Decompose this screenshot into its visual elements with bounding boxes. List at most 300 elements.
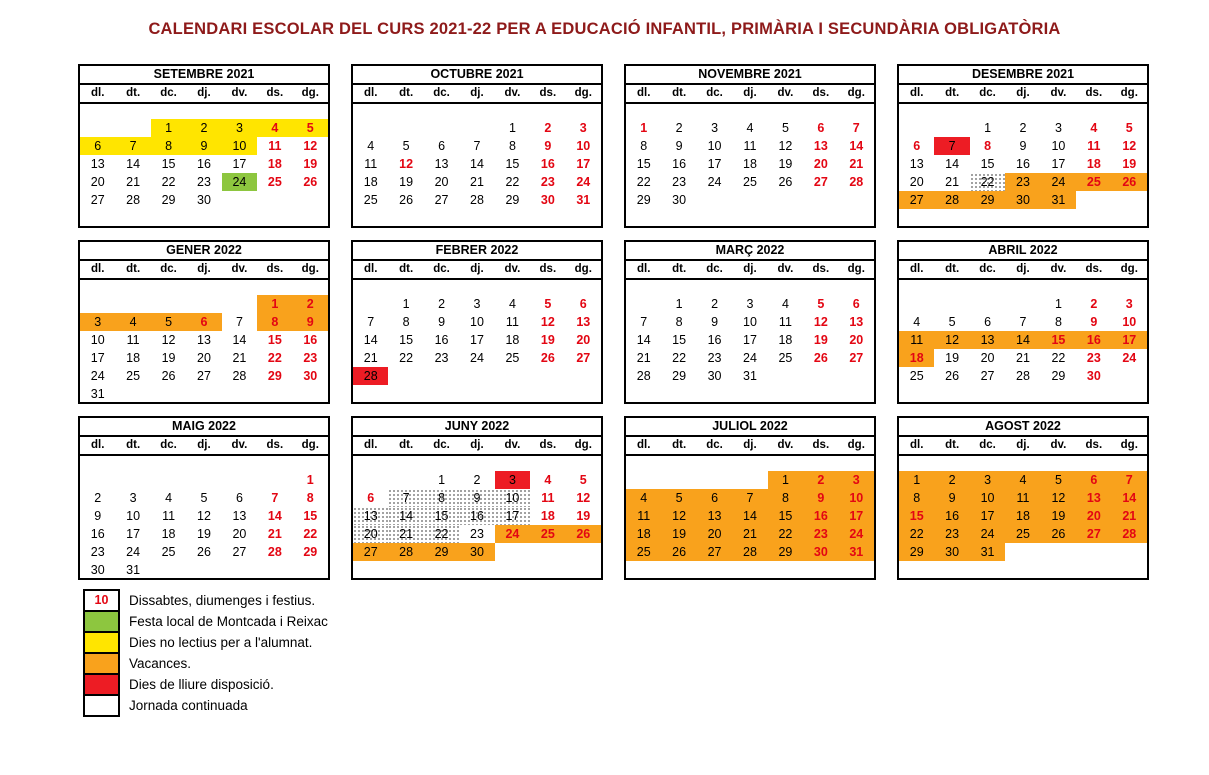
day-cell: 21 bbox=[232, 351, 247, 365]
month-novembre-2021 bbox=[624, 64, 876, 228]
day-cell: 22 bbox=[899, 525, 934, 543]
day-cell: 17 bbox=[1112, 331, 1147, 349]
day-cell: 10 bbox=[470, 315, 484, 329]
day-cell: 1 bbox=[508, 121, 516, 135]
day-cell: 3 bbox=[970, 471, 1005, 489]
day-cell: 17 bbox=[839, 507, 874, 525]
day-cell: 15 bbox=[1041, 331, 1076, 349]
month-mar-2022 bbox=[624, 240, 876, 404]
day-cell: 12 bbox=[1041, 489, 1076, 507]
weekday-header-row bbox=[899, 85, 1147, 104]
week-row bbox=[80, 119, 328, 137]
month-title: DESEMBRE 2021 bbox=[899, 66, 1147, 85]
empty-day-cell bbox=[530, 543, 565, 561]
day-cell: 29 bbox=[970, 191, 1005, 209]
day-cell: 27 bbox=[899, 191, 934, 209]
month-title: JUNY 2022 bbox=[353, 418, 601, 437]
day-cell: 19 bbox=[1122, 157, 1137, 171]
day-cell: 4 bbox=[257, 119, 292, 137]
weekday-header: dt. bbox=[126, 263, 141, 275]
day-cell: 24 bbox=[90, 369, 105, 383]
weekday-header: dg. bbox=[1120, 87, 1138, 99]
empty-day-cell bbox=[293, 191, 328, 209]
day-cell: 10 bbox=[576, 139, 591, 153]
day-cell: 3 bbox=[839, 471, 874, 489]
day-cell: 12 bbox=[303, 139, 318, 153]
day-cell: 24 bbox=[576, 175, 591, 189]
month-weeks bbox=[899, 456, 1147, 561]
weekday-header: dv. bbox=[504, 87, 521, 99]
day-cell: 25 bbox=[909, 369, 924, 383]
day-cell: 19 bbox=[399, 175, 414, 189]
empty-day-cell bbox=[661, 471, 696, 489]
empty-day-cell bbox=[697, 471, 732, 489]
day-cell: 21 bbox=[849, 157, 864, 171]
day-cell: 2 bbox=[94, 491, 102, 505]
day-cell: 24 bbox=[222, 173, 257, 191]
week-row bbox=[899, 295, 1147, 313]
day-cell: 6 bbox=[913, 139, 921, 153]
day-cell: 23 bbox=[90, 545, 105, 559]
weekday-header: dt. bbox=[399, 87, 414, 99]
weekday-header: dt. bbox=[672, 87, 687, 99]
day-cell: 12 bbox=[778, 139, 793, 153]
day-cell: 15 bbox=[399, 333, 414, 347]
day-cell: 2 bbox=[711, 297, 719, 311]
legend-label: Dissabtes, diumenges i festius. bbox=[129, 593, 316, 608]
month-weeks bbox=[80, 104, 328, 209]
weekday-header: dv. bbox=[504, 439, 521, 451]
day-cell: 25 bbox=[743, 175, 757, 189]
day-cell: 28 bbox=[1016, 369, 1030, 383]
day-cell: 29 bbox=[267, 369, 282, 383]
day-cell: 5 bbox=[661, 489, 696, 507]
day-cell: 18 bbox=[1005, 507, 1040, 525]
week-row bbox=[626, 507, 874, 525]
weekday-header: ds. bbox=[266, 87, 284, 99]
day-cell: 4 bbox=[781, 297, 789, 311]
day-cell: 18 bbox=[743, 157, 757, 171]
day-cell: 23 bbox=[803, 525, 838, 543]
day-cell: 5 bbox=[151, 313, 186, 331]
day-cell: 7 bbox=[271, 491, 279, 505]
day-cell: 1 bbox=[151, 119, 186, 137]
day-cell: 19 bbox=[661, 525, 696, 543]
day-cell: 7 bbox=[235, 315, 243, 329]
stipple-swatch bbox=[83, 694, 120, 717]
empty-day-cell bbox=[768, 191, 803, 209]
empty-day-cell bbox=[530, 367, 565, 385]
day-cell: 16 bbox=[934, 507, 969, 525]
week-row bbox=[899, 525, 1147, 543]
day-cell: 2 bbox=[675, 121, 683, 135]
day-cell: 27 bbox=[90, 193, 105, 207]
day-cell: 5 bbox=[402, 139, 410, 153]
day-cell: 26 bbox=[1112, 173, 1147, 191]
empty-day-cell bbox=[732, 471, 767, 489]
day-cell: 9 bbox=[934, 489, 969, 507]
green-swatch bbox=[83, 610, 120, 633]
day-cell: 10 bbox=[222, 137, 257, 155]
weekday-header: dj. bbox=[197, 87, 211, 99]
empty-day-cell bbox=[495, 367, 530, 385]
day-cell: 6 bbox=[80, 137, 115, 155]
week-row bbox=[899, 137, 1147, 155]
day-cell: 21 bbox=[388, 525, 423, 543]
day-cell: 20 bbox=[232, 527, 247, 541]
day-cell: 31 bbox=[839, 543, 874, 561]
week-row bbox=[353, 349, 601, 367]
empty-day-cell bbox=[1005, 543, 1040, 561]
day-cell: 12 bbox=[661, 507, 696, 525]
empty-day-cell bbox=[293, 385, 328, 403]
empty-day-cell bbox=[1076, 191, 1111, 209]
day-cell: 1 bbox=[768, 471, 803, 489]
day-cell: 13 bbox=[849, 315, 864, 329]
week-row bbox=[899, 489, 1147, 507]
day-cell: 29 bbox=[899, 543, 934, 561]
day-cell: 8 bbox=[899, 489, 934, 507]
week-row bbox=[80, 173, 328, 191]
day-cell: 26 bbox=[540, 351, 555, 365]
week-row bbox=[899, 543, 1147, 561]
week-row bbox=[626, 525, 874, 543]
empty-day-cell bbox=[151, 561, 186, 579]
day-cell: 30 bbox=[803, 543, 838, 561]
day-cell: 19 bbox=[303, 157, 318, 171]
day-cell: 25 bbox=[1076, 173, 1111, 191]
weekday-header: dj. bbox=[1016, 263, 1030, 275]
month-juliol-2022 bbox=[624, 416, 876, 580]
day-cell: 8 bbox=[1054, 315, 1062, 329]
day-cell: 1 bbox=[257, 295, 292, 313]
week-row bbox=[626, 471, 874, 489]
day-cell: 7 bbox=[473, 139, 481, 153]
month-title: SETEMBRE 2021 bbox=[80, 66, 328, 85]
week-row bbox=[353, 119, 601, 137]
day-cell: 27 bbox=[353, 543, 388, 561]
weekday-header: dj. bbox=[197, 439, 211, 451]
empty-day-cell bbox=[1005, 295, 1040, 313]
weekday-header: dj. bbox=[743, 87, 757, 99]
week-row bbox=[626, 119, 874, 137]
day-cell: 18 bbox=[126, 351, 141, 365]
day-cell: 13 bbox=[434, 157, 449, 171]
day-cell: 30 bbox=[934, 543, 969, 561]
empty-day-cell bbox=[353, 471, 388, 489]
weekday-header: dt. bbox=[945, 439, 960, 451]
day-cell: 17 bbox=[707, 157, 722, 171]
week-row bbox=[353, 471, 601, 489]
day-cell: 26 bbox=[197, 545, 211, 559]
empty-day-cell bbox=[899, 119, 934, 137]
weekday-header: dt. bbox=[126, 439, 141, 451]
weekday-header: dj. bbox=[743, 439, 757, 451]
empty-day-cell bbox=[80, 471, 115, 489]
empty-day-cell bbox=[459, 367, 494, 385]
day-cell: 28 bbox=[1112, 525, 1147, 543]
day-cell: 23 bbox=[470, 527, 484, 541]
day-cell: 25 bbox=[530, 525, 565, 543]
day-cell: 19 bbox=[540, 333, 555, 347]
legend-label: Dies no lectius per a l'alumnat. bbox=[129, 635, 313, 650]
day-cell: 6 bbox=[984, 315, 992, 329]
week-row bbox=[626, 173, 874, 191]
day-cell: 8 bbox=[984, 139, 992, 153]
day-cell: 28 bbox=[849, 175, 864, 189]
day-cell: 29 bbox=[303, 545, 318, 559]
day-cell: 24 bbox=[839, 525, 874, 543]
empty-day-cell bbox=[80, 119, 115, 137]
week-row bbox=[353, 489, 601, 507]
day-cell: 14 bbox=[363, 333, 378, 347]
day-cell: 10 bbox=[1051, 139, 1066, 153]
empty-day-cell bbox=[697, 191, 732, 209]
day-cell: 31 bbox=[970, 543, 1005, 561]
day-cell: 24 bbox=[970, 525, 1005, 543]
day-cell: 26 bbox=[1041, 525, 1076, 543]
month-desembre-2021 bbox=[897, 64, 1149, 228]
month-febrer-2022 bbox=[351, 240, 603, 404]
month-setembre-2021 bbox=[78, 64, 330, 228]
empty-day-cell bbox=[1112, 367, 1147, 385]
day-cell: 18 bbox=[899, 349, 934, 367]
day-cell: 30 bbox=[707, 369, 722, 383]
day-cell: 17 bbox=[470, 333, 484, 347]
day-cell: 27 bbox=[849, 351, 864, 365]
weekday-header: dv. bbox=[777, 439, 794, 451]
day-cell: 2 bbox=[803, 471, 838, 489]
day-cell: 5 bbox=[544, 297, 552, 311]
weekday-header: dg. bbox=[847, 87, 865, 99]
day-cell: 3 bbox=[746, 297, 754, 311]
weekday-header-row bbox=[80, 437, 328, 456]
day-cell: 3 bbox=[711, 121, 719, 135]
day-cell: 14 bbox=[849, 139, 864, 153]
day-cell: 22 bbox=[768, 525, 803, 543]
month-gener-2022 bbox=[78, 240, 330, 404]
day-cell: 3 bbox=[495, 471, 530, 489]
day-cell: 23 bbox=[197, 175, 211, 189]
day-cell: 7 bbox=[732, 489, 767, 507]
empty-day-cell bbox=[222, 295, 257, 313]
day-cell: 10 bbox=[970, 489, 1005, 507]
day-cell: 16 bbox=[540, 157, 555, 171]
week-row bbox=[80, 543, 328, 561]
day-cell: 12 bbox=[813, 315, 828, 329]
day-cell: 3 bbox=[129, 491, 137, 505]
day-cell: 25 bbox=[626, 543, 661, 561]
day-cell: 23 bbox=[1086, 351, 1101, 365]
day-cell: 8 bbox=[424, 489, 459, 507]
month-weeks bbox=[626, 280, 874, 385]
day-cell: 26 bbox=[566, 525, 601, 543]
day-cell: 5 bbox=[1125, 121, 1133, 135]
weekday-header: dl. bbox=[91, 439, 105, 451]
day-cell: 25 bbox=[778, 351, 793, 365]
day-cell: 12 bbox=[197, 509, 211, 523]
day-cell: 11 bbox=[126, 333, 140, 347]
day-cell: 18 bbox=[778, 333, 793, 347]
weekday-header: dl. bbox=[91, 87, 105, 99]
day-cell: 9 bbox=[438, 315, 446, 329]
empty-day-cell bbox=[388, 119, 423, 137]
weekday-header-row bbox=[80, 261, 328, 280]
day-cell: 6 bbox=[1076, 471, 1111, 489]
day-cell: 24 bbox=[1041, 173, 1076, 191]
weekday-header: dc. bbox=[433, 439, 450, 451]
day-cell: 5 bbox=[579, 473, 587, 487]
week-row bbox=[626, 191, 874, 209]
day-cell: 11 bbox=[541, 491, 555, 505]
day-cell: 20 bbox=[697, 525, 732, 543]
empty-day-cell bbox=[353, 295, 388, 313]
day-cell: 9 bbox=[675, 139, 683, 153]
month-title: AGOST 2022 bbox=[899, 418, 1147, 437]
day-cell: 14 bbox=[636, 333, 651, 347]
empty-day-cell bbox=[459, 119, 494, 137]
empty-day-cell bbox=[626, 295, 661, 313]
weekday-header: dc. bbox=[979, 87, 996, 99]
day-cell: 7 bbox=[934, 137, 969, 155]
day-cell: 10 bbox=[90, 333, 105, 347]
weekday-header-row bbox=[626, 437, 874, 456]
day-cell: 24 bbox=[743, 351, 757, 365]
day-cell: 2 bbox=[473, 473, 481, 487]
day-cell: 22 bbox=[161, 175, 176, 189]
day-cell: 14 bbox=[388, 507, 423, 525]
weekday-header: dg. bbox=[847, 439, 865, 451]
day-cell: 23 bbox=[707, 351, 722, 365]
day-cell: 23 bbox=[540, 175, 555, 189]
month-title: ABRIL 2022 bbox=[899, 242, 1147, 261]
empty-day-cell bbox=[626, 471, 661, 489]
day-cell: 31 bbox=[743, 369, 757, 383]
empty-day-cell bbox=[1076, 543, 1111, 561]
day-cell: 17 bbox=[743, 333, 757, 347]
empty-day-cell bbox=[839, 191, 874, 209]
legend-item bbox=[83, 694, 328, 717]
day-cell: 15 bbox=[424, 507, 459, 525]
weekday-header: ds. bbox=[266, 439, 284, 451]
day-cell: 18 bbox=[161, 527, 176, 541]
day-cell: 17 bbox=[495, 507, 530, 525]
month-abril-2022 bbox=[897, 240, 1149, 404]
weekday-header-row bbox=[353, 85, 601, 104]
week-row bbox=[626, 489, 874, 507]
day-cell: 30 bbox=[672, 193, 687, 207]
day-cell: 15 bbox=[672, 333, 687, 347]
day-cell: 30 bbox=[1005, 191, 1040, 209]
day-cell: 12 bbox=[399, 157, 414, 171]
day-cell: 30 bbox=[540, 193, 555, 207]
week-row bbox=[899, 119, 1147, 137]
weekday-header: dg. bbox=[301, 439, 319, 451]
day-cell: 19 bbox=[1041, 507, 1076, 525]
day-cell: 24 bbox=[1122, 351, 1137, 365]
weekday-header: dg. bbox=[1120, 263, 1138, 275]
day-cell: 23 bbox=[934, 525, 969, 543]
month-weeks bbox=[899, 104, 1147, 209]
week-row bbox=[626, 155, 874, 173]
day-cell: 29 bbox=[672, 369, 687, 383]
day-cell: 12 bbox=[540, 315, 555, 329]
week-row bbox=[80, 295, 328, 313]
month-title: JULIOL 2022 bbox=[626, 418, 874, 437]
weekday-header: ds. bbox=[812, 263, 830, 275]
day-cell: 16 bbox=[197, 157, 211, 171]
day-cell: 23 bbox=[672, 175, 687, 189]
weekday-header: dl. bbox=[910, 439, 924, 451]
weekday-header-row bbox=[353, 261, 601, 280]
day-cell: 12 bbox=[161, 333, 176, 347]
day-cell: 6 bbox=[817, 121, 825, 135]
day-cell: 7 bbox=[1112, 471, 1147, 489]
weekday-header: dv. bbox=[777, 87, 794, 99]
day-cell: 10 bbox=[839, 489, 874, 507]
day-cell: 5 bbox=[948, 315, 956, 329]
weekday-header: dc. bbox=[706, 263, 723, 275]
day-cell: 11 bbox=[899, 331, 934, 349]
weekday-header: dc. bbox=[160, 87, 177, 99]
day-cell: 13 bbox=[576, 315, 591, 329]
day-cell: 11 bbox=[162, 509, 176, 523]
day-cell: 25 bbox=[161, 545, 176, 559]
empty-day-cell bbox=[566, 543, 601, 561]
weekday-header: dg. bbox=[1120, 439, 1138, 451]
empty-day-cell bbox=[151, 471, 186, 489]
day-cell: 6 bbox=[235, 491, 243, 505]
week-row bbox=[80, 367, 328, 385]
day-cell: 28 bbox=[636, 369, 651, 383]
month-juny-2022 bbox=[351, 416, 603, 580]
weekday-header: dt. bbox=[945, 263, 960, 275]
empty-day-cell bbox=[353, 119, 388, 137]
day-cell: 22 bbox=[399, 351, 414, 365]
empty-day-cell bbox=[934, 295, 969, 313]
day-cell: 2 bbox=[293, 295, 328, 313]
weekday-header: ds. bbox=[1085, 263, 1103, 275]
month-weeks bbox=[353, 456, 601, 561]
day-cell: 18 bbox=[363, 175, 378, 189]
empty-day-cell bbox=[222, 471, 257, 489]
weekday-header: ds. bbox=[1085, 87, 1103, 99]
week-row bbox=[80, 525, 328, 543]
day-cell: 25 bbox=[126, 369, 141, 383]
week-row bbox=[899, 349, 1147, 367]
day-cell: 8 bbox=[768, 489, 803, 507]
red-swatch bbox=[83, 673, 120, 696]
day-cell: 3 bbox=[80, 313, 115, 331]
day-cell: 30 bbox=[197, 193, 211, 207]
empty-day-cell bbox=[151, 385, 186, 403]
day-cell: 11 bbox=[364, 157, 378, 171]
day-cell: 16 bbox=[707, 333, 722, 347]
week-row bbox=[626, 295, 874, 313]
day-cell: 15 bbox=[636, 157, 651, 171]
week-row bbox=[626, 137, 874, 155]
week-row bbox=[899, 313, 1147, 331]
day-cell: 23 bbox=[434, 351, 449, 365]
day-cell: 28 bbox=[388, 543, 423, 561]
weekday-header: dl. bbox=[910, 263, 924, 275]
weekday-header: dv. bbox=[231, 263, 248, 275]
day-cell: 8 bbox=[508, 139, 516, 153]
day-cell: 4 bbox=[367, 139, 375, 153]
day-cell: 27 bbox=[697, 543, 732, 561]
day-cell: 16 bbox=[459, 507, 494, 525]
day-cell: 3 bbox=[1054, 121, 1062, 135]
